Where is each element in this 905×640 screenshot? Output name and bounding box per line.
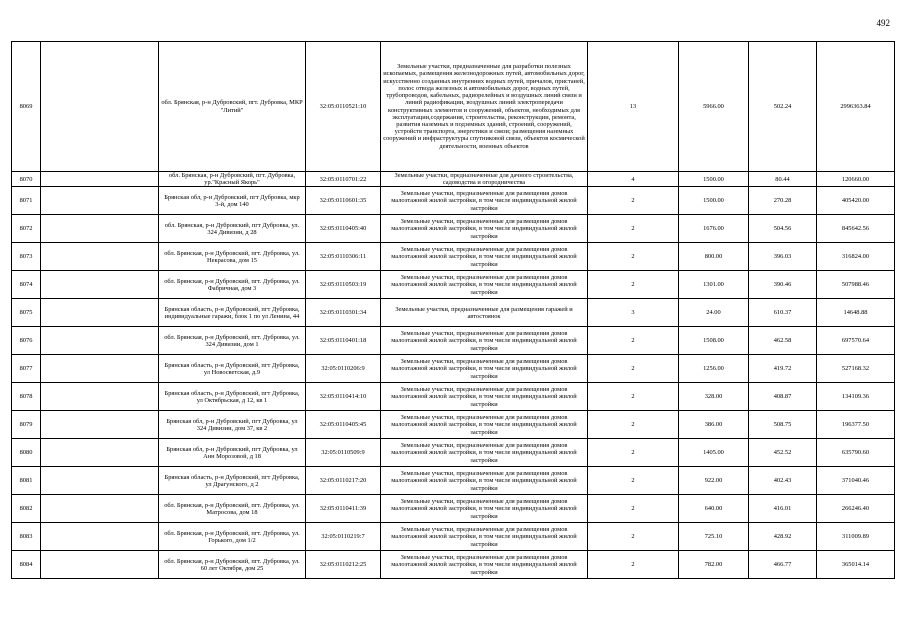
land-purpose-cell: Земельные участки, предназначенные для разработки полезных ископаемых, размещения железнодорожных путей, автомобильных дорог, искусственно созданных внутренних водных путей, причалов, пристаней, полос отвода железных и автомобильных дорог, водных путей, трубопроводов, кабельных, радиорелейных и воздушных линий связи и линий радиофикации, воздушных линий электропередачи конструктивных элементов и сооружений, объектов, необходимых для эксплуатации,содержания, строительства, реконструкции, ремонта, развития наземных и подземных зданий, строений, сооружений, устройств транспорта, энергетики и связи; размещения наземных сооружений и инфраструктуры спутниковой связи, объектов космической деятельности, военных объектов [381,42,588,172]
address-cell: обл. Брянская, р-н Дубровский, пгт. Дубровка, ур."Красный Якорь" [159,172,306,187]
land-purpose-cell: Земельные участки, предназначенные для размещения домов малоэтажной жилой застройки, в том числе индивидуальной жилой застройки [381,467,588,495]
table-row [12,172,895,187]
address-cell: Брянская область, р-н Дубровский, пгт Дубровка, ул Драгунского, д 2 [159,467,306,495]
land-purpose-cell: Земельные участки, предназначенные для размещения домов малоэтажной жилой застройки, в том числе индивидуальной жилой застройки [381,383,588,411]
cadastral-value-cell: 120660.00 [817,172,895,187]
group-cell: 2 [588,439,679,467]
rate-cell: 502.24 [749,42,817,172]
rate-cell: 508.75 [749,411,817,439]
table-row [12,355,895,383]
cadastral-value-cell: 266246.40 [817,495,895,523]
cadastral-number-cell: 32:05:0110701:22 [306,172,381,187]
cadastral-number-cell: 32:05:0110411:39 [306,495,381,523]
land-purpose-cell: Земельные участки, предназначенные для размещения домов малоэтажной жилой застройки, в том числе индивидуальной жилой застройки [381,495,588,523]
rate-cell: 408.87 [749,383,817,411]
row-id-cell: 8078 [12,383,41,411]
cadastral-table [11,41,895,579]
row-id-cell: 8071 [12,187,41,215]
table-row [12,187,895,215]
address-cell: обл. Брянская, р-н Дубровский, пгт. Дубровка, ул. 60 лет Октября, дом 25 [159,551,306,579]
land-purpose-cell: Земельные участки, предназначенные для размещения домов малоэтажной жилой застройки, в том числе индивидуальной жилой застройки [381,551,588,579]
group-cell: 3 [588,299,679,327]
blank-cell [41,523,159,551]
blank-cell [41,355,159,383]
row-id-cell: 8083 [12,523,41,551]
land-purpose-cell: Земельные участки, предназначенные для размещения домов малоэтажной жилой застройки, в том числе индивидуальной жилой застройки [381,327,588,355]
blank-cell [41,42,159,172]
row-id-cell: 8069 [12,42,41,172]
table-row [12,411,895,439]
area-cell: 922.00 [679,467,749,495]
table-row [12,42,895,172]
cadastral-number-cell: 32:05:0110601:35 [306,187,381,215]
cadastral-number-cell: 32:05:0110306:11 [306,243,381,271]
cadastral-number-cell: 32:05:0110301:34 [306,299,381,327]
table-row [12,383,895,411]
blank-cell [41,327,159,355]
land-purpose-cell: Земельные участки, предназначенные для размещения домов малоэтажной жилой застройки, в том числе индивидуальной жилой застройки [381,187,588,215]
row-id-cell: 8080 [12,439,41,467]
rate-cell: 452.52 [749,439,817,467]
blank-cell [41,467,159,495]
area-cell: 24.00 [679,299,749,327]
cadastral-number-cell: 32:05:0110405:40 [306,215,381,243]
page-number: 492 [876,18,890,28]
address-cell: Брянская обл, р-н Дубровский, пгт Дубровка, мкр 3-й, дом 140 [159,187,306,215]
rate-cell: 462.58 [749,327,817,355]
table-row [12,215,895,243]
rate-cell: 270.28 [749,187,817,215]
blank-cell [41,551,159,579]
rate-cell: 402.43 [749,467,817,495]
blank-cell [41,411,159,439]
land-purpose-cell: Земельные участки, предназначенные для размещения домов малоэтажной жилой застройки, в том числе индивидуальной жилой застройки [381,411,588,439]
group-cell: 2 [588,187,679,215]
address-cell: Брянская область, р-н Дубровский, пгт Дубровка, ул Октябрьская, д 12, кв 1 [159,383,306,411]
cadastral-value-cell: 316824.00 [817,243,895,271]
rate-cell: 80.44 [749,172,817,187]
table-row [12,523,895,551]
address-cell: Брянская область, р-н Дубровский, пгт Дубровка, ул Новосветская, д.9 [159,355,306,383]
group-cell: 2 [588,243,679,271]
group-cell: 2 [588,467,679,495]
table-row [12,551,895,579]
group-cell: 2 [588,215,679,243]
rate-cell: 504.56 [749,215,817,243]
cadastral-number-cell: 32:05:0110414:10 [306,383,381,411]
rate-cell: 610.37 [749,299,817,327]
table-row [12,271,895,299]
table-row [12,299,895,327]
land-purpose-cell: Земельные участки, предназначенные для размещения домов малоэтажной жилой застройки, в том числе индивидуальной жилой застройки [381,439,588,467]
land-purpose-cell: Земельные участки, предназначенные для размещения домов малоэтажной жилой застройки, в том числе индивидуальной жилой застройки [381,215,588,243]
address-cell: обл. Брянская, р-н Дубровский, пгт. Дубровка, ул. Матросова, дом 18 [159,495,306,523]
blank-cell [41,172,159,187]
cadastral-value-cell: 196377.50 [817,411,895,439]
cadastral-value-cell: 507988.46 [817,271,895,299]
blank-cell [41,243,159,271]
cadastral-value-cell: 371040.46 [817,467,895,495]
cadastral-number-cell: 32:05:0110521:10 [306,42,381,172]
row-id-cell: 8081 [12,467,41,495]
address-cell: Брянская область, р-н Дубровский, пгт Дубровка, индивидуальные гаражи, блок 1 по ул Ленина, 44 [159,299,306,327]
blank-cell [41,215,159,243]
area-cell: 328.00 [679,383,749,411]
group-cell: 2 [588,411,679,439]
group-cell: 2 [588,551,679,579]
land-purpose-cell: Земельные участки, предназначенные для размещения домов малоэтажной жилой застройки, в том числе индивидуальной жилой застройки [381,523,588,551]
table-row [12,495,895,523]
table-body [12,42,895,579]
area-cell: 640.00 [679,495,749,523]
table-row [12,243,895,271]
rate-cell: 390.46 [749,271,817,299]
group-cell: 2 [588,495,679,523]
address-cell: обл. Брянская, р-н Дубровский, пгт. Дубровка, МКР "Литий" [159,42,306,172]
row-id-cell: 8079 [12,411,41,439]
land-purpose-cell: Земельные участки, предназначенные для размещения домов малоэтажной жилой застройки, в том числе индивидуальной жилой застройки [381,243,588,271]
land-purpose-cell: Земельные участки, предназначенные для размещения домов малоэтажной жилой застройки, в том числе индивидуальной жилой застройки [381,271,588,299]
land-purpose-cell: Земельные участки, предназначенные для размещения домов малоэтажной жилой застройки, в том числе индивидуальной жилой застройки [381,355,588,383]
address-cell: обл. Брянская, р-н Дубровский, пгт. Дубровка, ул. 324 Дивизии, дом 1 [159,327,306,355]
area-cell: 1256.00 [679,355,749,383]
blank-cell [41,495,159,523]
land-purpose-cell: Земельные участки, предназначенные для дачного строительства, садоводства и огородничества [381,172,588,187]
cadastral-value-cell: 2996363.84 [817,42,895,172]
cadastral-value-cell: 527168.32 [817,355,895,383]
row-id-cell: 8077 [12,355,41,383]
area-cell: 1301.00 [679,271,749,299]
area-cell: 1500.00 [679,172,749,187]
area-cell: 386.00 [679,411,749,439]
group-cell: 2 [588,327,679,355]
cadastral-value-cell: 635790.60 [817,439,895,467]
cadastral-number-cell: 32:05:0110219:7 [306,523,381,551]
row-id-cell: 8074 [12,271,41,299]
group-cell: 4 [588,172,679,187]
area-cell: 1405.00 [679,439,749,467]
cadastral-number-cell: 32:05:0110206:9 [306,355,381,383]
group-cell: 13 [588,42,679,172]
area-cell: 5966.00 [679,42,749,172]
blank-cell [41,271,159,299]
row-id-cell: 8070 [12,172,41,187]
table-row [12,439,895,467]
cadastral-value-cell: 365014.14 [817,551,895,579]
rate-cell: 416.01 [749,495,817,523]
blank-cell [41,299,159,327]
row-id-cell: 8076 [12,327,41,355]
land-purpose-cell: Земельные участки, предназначенные для размещения гаражей и автостоянок [381,299,588,327]
table-row [12,327,895,355]
cadastral-number-cell: 32:05:0110503:19 [306,271,381,299]
address-cell: обл. Брянская, р-н Дубровский, пгт. Дубровка, ул. Фабричная, дом 3 [159,271,306,299]
row-id-cell: 8082 [12,495,41,523]
area-cell: 800.00 [679,243,749,271]
row-id-cell: 8084 [12,551,41,579]
cadastral-value-cell: 134109.36 [817,383,895,411]
row-id-cell: 8075 [12,299,41,327]
address-cell: Брянская обл, р-н Дубровский, пгт Дубровка, ул 324 Дивизии, дом 37, кв 2 [159,411,306,439]
area-cell: 725.10 [679,523,749,551]
rate-cell: 428.92 [749,523,817,551]
cadastral-number-cell: 32:05:0110217:20 [306,467,381,495]
blank-cell [41,383,159,411]
blank-cell [41,187,159,215]
area-cell: 1508.00 [679,327,749,355]
cadastral-value-cell: 697570.64 [817,327,895,355]
rate-cell: 396.03 [749,243,817,271]
group-cell: 2 [588,271,679,299]
cadastral-value-cell: 405420.00 [817,187,895,215]
rate-cell: 466.77 [749,551,817,579]
cadastral-number-cell: 32:05:0110401:18 [306,327,381,355]
address-cell: обл. Брянская, р-н Дубровский, пгт Дубровка, ул. 324 Дивизии, д 28 [159,215,306,243]
address-cell: Брянская обл, р-н Дубровский, пгт Дубровка, ул Анн Морозовой, д 18 [159,439,306,467]
address-cell: обл. Брянская, р-н Дубровский, пгт. Дубровка, ул. Горького, дом 1/2 [159,523,306,551]
row-id-cell: 8072 [12,215,41,243]
address-cell: обл. Брянская, р-н Дубровский, пгт. Дубровка, ул. Некрасова, дом 15 [159,243,306,271]
table-row [12,467,895,495]
group-cell: 2 [588,355,679,383]
cadastral-value-cell: 311009.89 [817,523,895,551]
group-cell: 2 [588,383,679,411]
cadastral-number-cell: 32:05:0110212:25 [306,551,381,579]
group-cell: 2 [588,523,679,551]
rate-cell: 419.72 [749,355,817,383]
row-id-cell: 8073 [12,243,41,271]
cadastral-value-cell: 14648.88 [817,299,895,327]
cadastral-value-cell: 845642.56 [817,215,895,243]
area-cell: 782.00 [679,551,749,579]
area-cell: 1500.00 [679,187,749,215]
area-cell: 1676.00 [679,215,749,243]
blank-cell [41,439,159,467]
cadastral-number-cell: 32:05:0110509:9 [306,439,381,467]
cadastral-number-cell: 32:05:0110405:45 [306,411,381,439]
